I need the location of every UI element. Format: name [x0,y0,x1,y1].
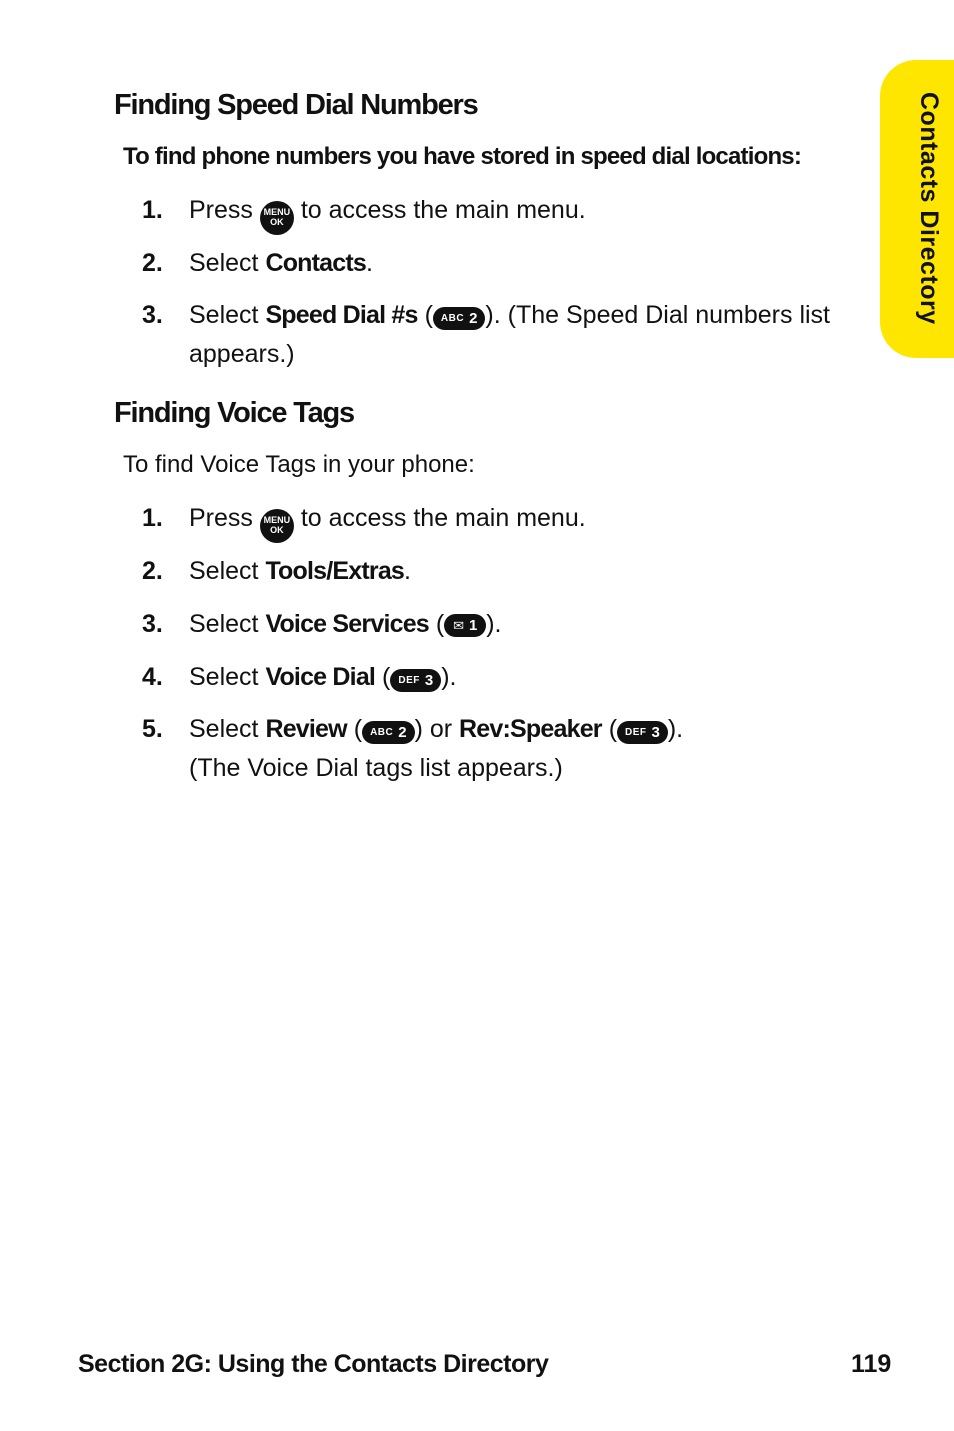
step-text: Select [189,301,259,329]
step-text: Select [189,557,259,585]
menu-option: Tools/Extras [265,557,405,585]
step-number: 5. [142,715,163,743]
step-text: Press [189,196,253,224]
envelope-1-key-icon: ✉ 1 [444,614,486,637]
step-item: 2. Select Contacts. [142,244,862,283]
step-text: Select [189,715,259,743]
heading-speed-dial: Finding Speed Dial Numbers [114,89,478,121]
step-item [142,499,862,543]
step-text: Select [189,663,259,691]
step-item: 3. Select Voice Services ( ✉ 1 ). [142,605,862,644]
step-text: ). (The Speed Dial numbers list appears.) [189,301,831,368]
step-number: 3. [142,301,163,329]
step-number: 2. [142,557,163,585]
page-number: 119 [851,1350,892,1378]
intro-voice-tags: To find Voice Tags in your phone: [123,451,475,478]
menu-option: Voice Services [265,610,429,638]
step-number: 1. [142,196,163,224]
menu-ok-key-icon: MENU OK [260,201,294,235]
step-item [142,191,862,235]
menu-option: Review [265,715,347,743]
step-number: 1. [142,504,163,532]
step-item: 3. Select Speed Dial #s ( ABC 2 ). (The Speed Dial numbers list appears.) [142,296,862,374]
menu-ok-key-icon: MENU OK [260,509,294,543]
heading-voice-tags: Finding Voice Tags [114,397,354,429]
step-item: 4. Select Voice Dial ( DEF 3 ). [142,658,862,697]
step-text: Press [189,504,253,532]
step-number: 2. [142,249,163,277]
abc-2-key-icon: ABC 2 [433,307,486,330]
menu-option: Contacts [265,249,366,277]
step-text: to access the main menu. [300,504,586,532]
section-tab-label: Contacts Directory [915,92,943,325]
menu-option: Rev:Speaker [459,715,602,743]
step-item: 2. Select Tools/Extras. [142,552,862,591]
menu-option: Speed Dial #s [265,301,418,329]
step-number: 3. [142,610,163,638]
step-number: 4. [142,663,163,691]
step-text: Select [189,610,259,638]
step-text: (The Voice Dial tags list appears.) [189,754,563,782]
intro-speed-dial: To find phone numbers you have stored in speed dial locations: [123,143,802,170]
step-text: to access the main menu. [300,196,586,224]
menu-option: Voice Dial [265,663,376,691]
def-3-key-icon: DEF 3 [390,669,441,692]
footer-section-title: Section 2G: Using the Contacts Directory [78,1350,549,1378]
def-3-key-icon: DEF 3 [617,721,668,744]
abc-2-key-icon: ABC 2 [362,721,415,744]
step-text: Select [189,249,259,277]
step-item: 5. Select Review ( ABC 2 ) or Rev:Speaker ( DEF 3 ). (The Voice Dial tags list appears.) [142,710,862,788]
